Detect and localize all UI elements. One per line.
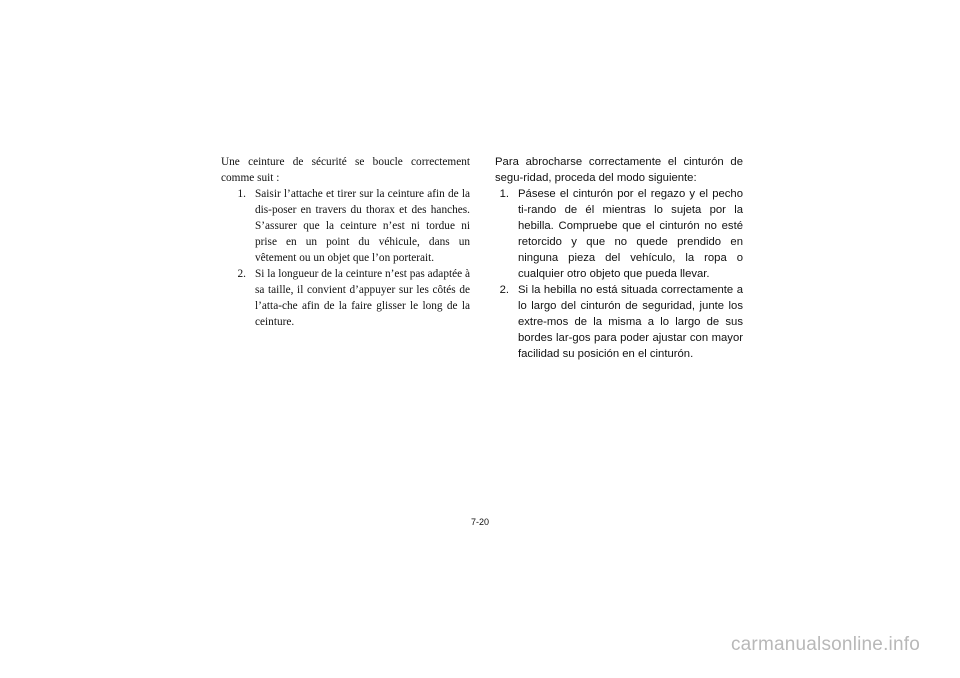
spanish-steps [495, 186, 743, 362]
spanish-step-1-number: 1. [499, 188, 509, 200]
spanish-step-1-text: Pásese el cinturón por el regazo y el pecho ti-rando de él mientras lo sujeta por la hebilla. Compruebe que el cinturón no esté retorcido y que no quede prendido en ninguna pieza del vehículo, la ropa o cualquier otro objeto que pueda llevar. [518, 188, 743, 280]
french-step-1-text: Saisir l’attache et tirer sur la ceinture afin de la dis-poser en travers du thorax et des hanches. S’assurer que la ceinture n’est ni tordue ni prise en un point du véhicule, dans un vêtement ou un objet que l’on porterait. [255, 188, 470, 264]
french-step-1-number: 1. [237, 188, 246, 200]
french-step-1 [221, 186, 470, 266]
watermark: carmanualsonline.info [730, 634, 920, 655]
french-column [221, 154, 470, 330]
spanish-column [495, 154, 743, 362]
french-step-2-number: 2. [237, 268, 246, 280]
page-number: 7-20 [471, 517, 490, 527]
french-step-2 [221, 266, 470, 330]
french-intro: Une ceinture de sécurité se boucle correctement comme suit : [221, 156, 470, 184]
spanish-step-2-text: Si la hebilla no está situada correctamente a lo largo del cinturón de seguridad, junte los extre-mos de la misma a lo largo de sus bordes lar-gos para poder ajustar con mayor facilidad su posición en el cinturón. [518, 284, 743, 360]
spanish-step-2 [495, 282, 743, 362]
french-steps [221, 186, 470, 330]
french-step-2-text: Si la longueur de la ceinture n’est pas adaptée à sa taille, il convient d’appuyer sur les côtés de l’atta-che afin de la faire glisser le long de la ceinture. [255, 268, 470, 328]
spanish-step-2-number: 2. [499, 284, 509, 296]
spanish-intro: Para abrocharse correctamente el cinturón de segu-ridad, proceda del modo siguiente: [495, 156, 743, 184]
spanish-step-1 [495, 186, 743, 282]
